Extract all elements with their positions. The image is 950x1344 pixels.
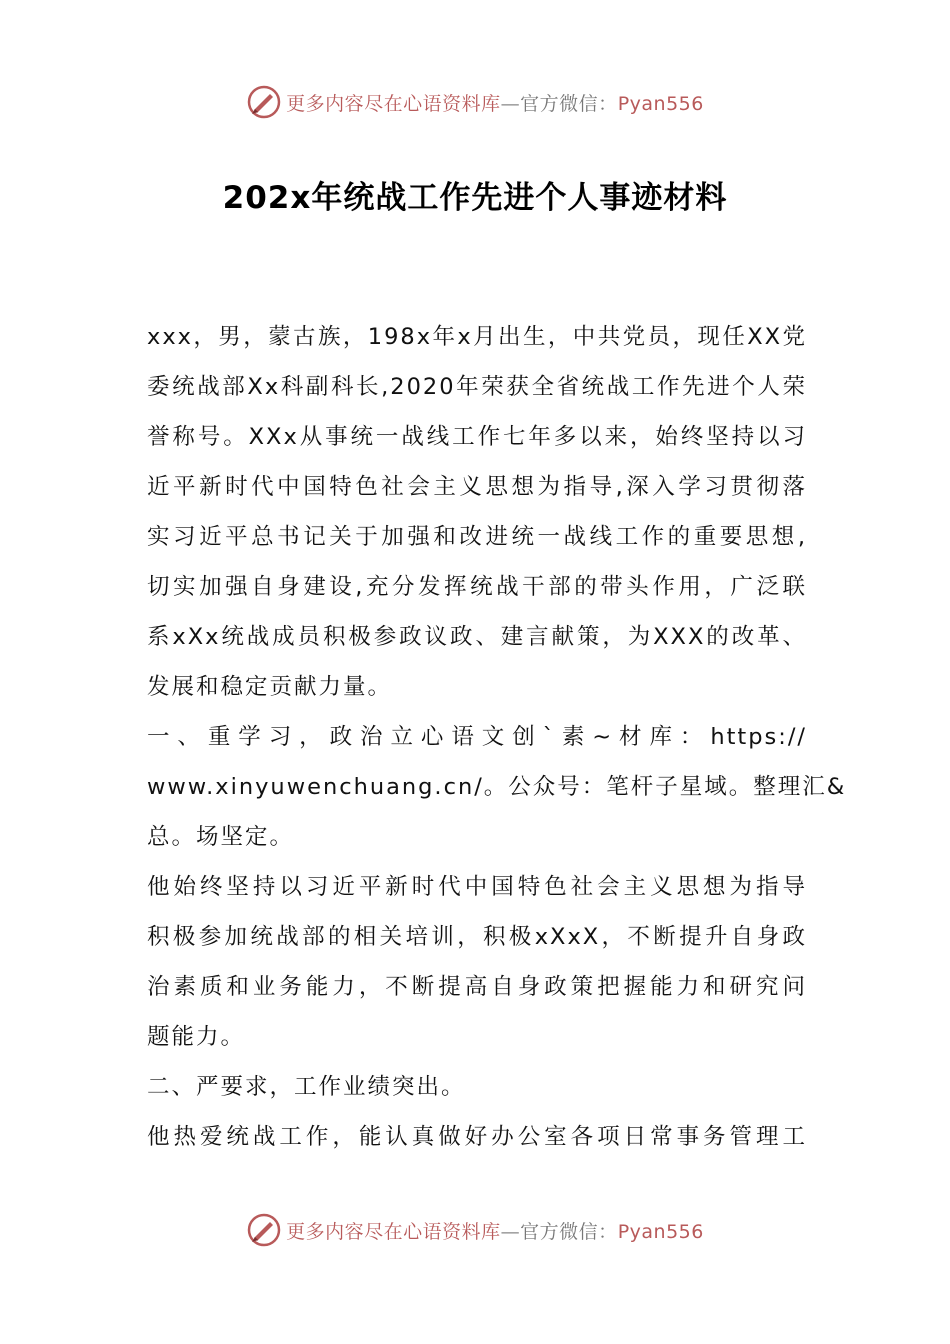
body-line: 系xXx统战成员积极参政议政、建言献策，为XXX的改革、 (147, 624, 807, 650)
banner-wechat-id: Pyan556 (617, 1220, 704, 1243)
banner-text (286, 1217, 704, 1244)
body-line: www.xinyuwenchuang.cn/。公众号：笔杆子星域。整理汇& (147, 774, 847, 800)
banner-label: 官方微信： (520, 1220, 618, 1243)
banner-main-text: 更多内容尽在心语资料库 (286, 1220, 501, 1243)
body-line: 近平新时代中国特色社会主义思想为指导,深入学习贯彻落 (147, 474, 807, 500)
banner-separator: — (500, 1220, 521, 1243)
body-line: 发展和稳定贡献力量。 (147, 674, 393, 700)
body-line: 实习近平总书记关于加强和改进统一战线工作的重要思想, (147, 524, 807, 550)
body-line: xxx，男，蒙古族，198x年x月出生，中共党员，现任XX党 (147, 324, 807, 350)
banner-wechat-id: Pyan556 (617, 92, 704, 115)
banner-separator: — (500, 92, 521, 115)
pen-logo-icon (246, 84, 282, 120)
header-banner (0, 82, 950, 122)
body-line: 治素质和业务能力，不断提高自身政策把握能力和研究问 (147, 974, 807, 1000)
footer-banner (0, 1210, 950, 1250)
banner-label: 官方微信： (520, 92, 618, 115)
body-line: 题能力。 (147, 1024, 246, 1050)
banner-text (286, 89, 704, 116)
document-title: 202x年统战工作先进个人事迹材料 (222, 180, 728, 216)
document-body (147, 312, 847, 1162)
pen-logo-icon (246, 1212, 282, 1248)
body-line: 二、严要求，工作业绩突出。 (147, 1074, 466, 1100)
body-line: 委统战部Xx科副科长,2020年荣获全省统战工作先进个人荣 (147, 374, 807, 400)
body-line: 他始终坚持以习近平新时代中国特色社会主义思想为指导 (147, 874, 807, 900)
body-line: 总。场坚定。 (147, 824, 295, 850)
body-line: 切实加强自身建设,充分发挥统战干部的带头作用，广泛联 (147, 574, 807, 600)
body-line: 他热爱统战工作，能认真做好办公室各项日常事务管理工 (147, 1124, 807, 1150)
body-line: 积极参加统战部的相关培训，积极xXxX，不断提升自身政 (147, 924, 807, 950)
body-line: 誉称号。XXx从事统一战线工作七年多以来，始终坚持以习 (147, 424, 807, 450)
body-line: 一、重学习，政治立心语文创`素~材库：https:// (147, 724, 807, 750)
banner-main-text: 更多内容尽在心语资料库 (286, 92, 501, 115)
